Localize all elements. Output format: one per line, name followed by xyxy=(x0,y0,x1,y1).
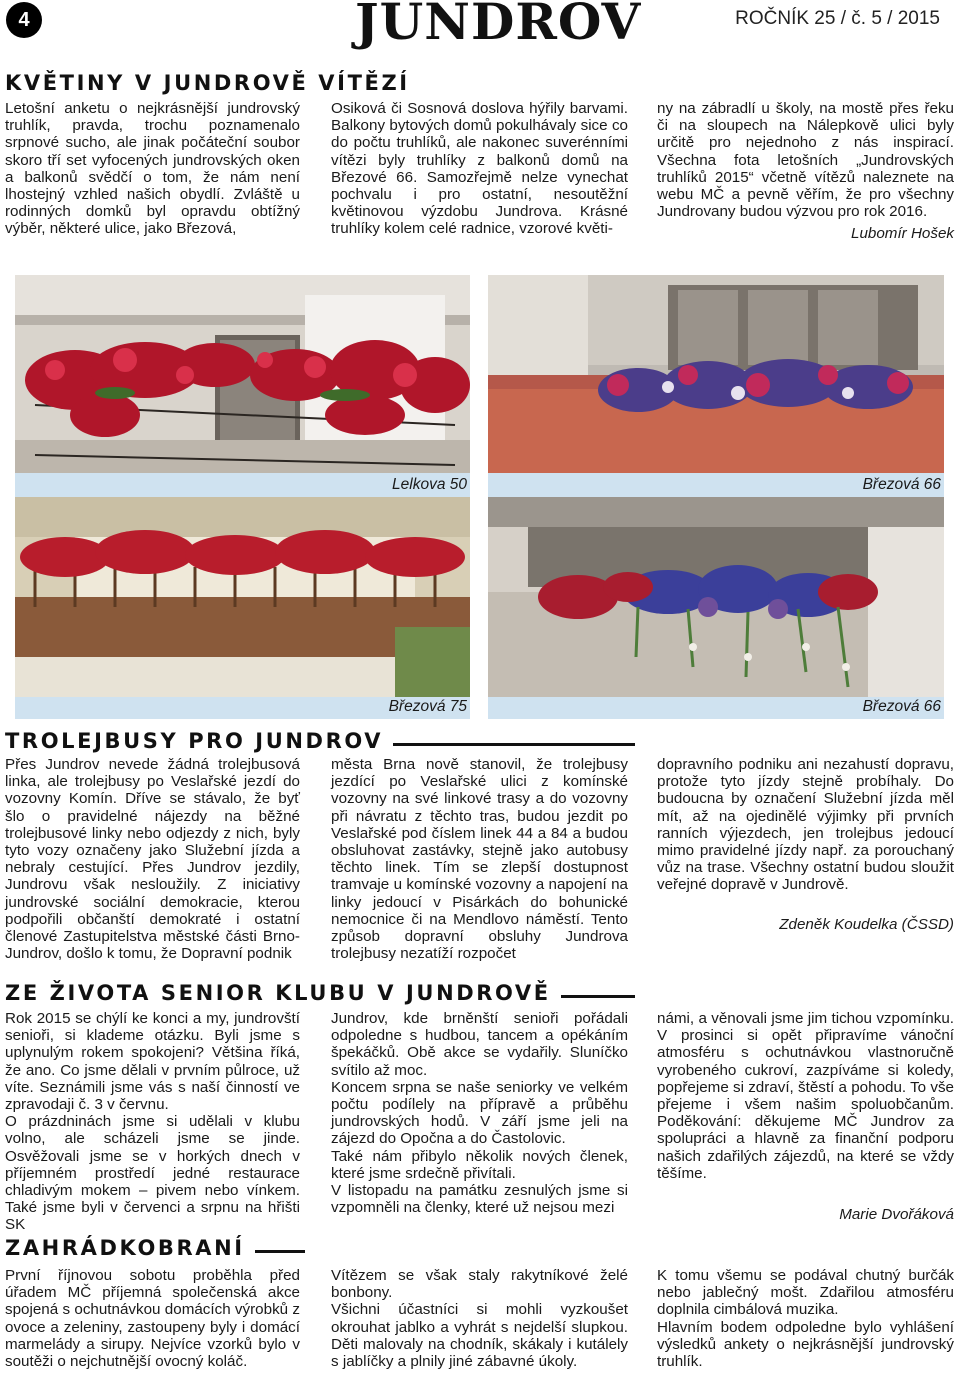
issue-info: ROČNÍK 25 / č. 5 / 2015 xyxy=(735,8,940,29)
article4-col3 xyxy=(657,1267,954,1370)
article2-heading xyxy=(5,726,635,756)
article2-col3 xyxy=(657,756,954,933)
article3-col3 xyxy=(657,1010,954,1223)
article3-col2-p1: Jundrov, kde brněnští senioři pořádali odpoledne s hudbou, tancem a opékáním špekáčků. Obě akce se vydařily. Sluníčko svítilo až moc. xyxy=(331,1010,628,1079)
article1-col3-text: ny na zábradlí u školy, na mostě přes řeku či na sloupech na Nálepkově ulici byly určitě pro nejednoho z nás inspirací. Všechna fota letošních „Jundrovských truhlíků 2015“ včetně vítězů naleznete na webu MČ a pevně věřím, že pro všechny Jundrovany budou výzvou pro rok 2016. xyxy=(657,100,954,221)
article3-rule xyxy=(561,995,635,998)
article1-col3 xyxy=(657,100,954,243)
article3-col1-p2: O prázdninách jsme si udělali v klubu volno, ale scházeli jsme se jinde. Osvěžovali jsme se v horkých dnech v příjemném prostředí jedné restaurace chladivým mokem – pivem nebo vínkem. Také jsme byli v červenci a srpnu na hřišti SK xyxy=(5,1113,300,1234)
article4-rule xyxy=(255,1250,305,1253)
photo-brezova-66-b xyxy=(488,497,944,697)
article4-col3-p2: Hlavním bodem odpoledne bylo vyhlášení výsledků ankety o nejkrásnější jundrovský truhlík. xyxy=(657,1318,954,1371)
article4-col2 xyxy=(331,1267,628,1370)
caption-brezova-75: Březová 75 xyxy=(388,698,467,715)
article1-author: Lubomír Hošek xyxy=(851,225,954,243)
article3-col1 xyxy=(5,1010,300,1234)
article1-heading xyxy=(5,68,410,98)
article4-heading xyxy=(5,1233,305,1263)
article4-col3-p1: K tomu všemu se podával chutný burčák nebo jablečný mošt. Zdařilou atmosféru doplnila cimbálová muzika. xyxy=(657,1267,954,1319)
article3-col2-p3: Také nám přibylo několik nových členek, které jsme srdečně přivítali. xyxy=(331,1147,628,1182)
article3-col3-p1: námi, a věnovali jsme jim tichou vzpomínku. V prosinci si opět připravíme vánoční atmosféru s ochutnávkou vlastnoručně vyrobeného cukroví, zazpíváme si koledy, popřejeme si zdraví, štěstí a pohodu. To vše přejeme i všem našim spoluobčanům. Poděkování: děkujeme MČ Jundrov za spolupráci a hlavně za finanční podporu našich zdařilých zájezdů, na které se vždy těšíme. xyxy=(657,1010,954,1182)
article2-rule xyxy=(393,743,635,746)
article3-heading xyxy=(5,978,635,1008)
article4-title: ZAHRÁDKOBRANÍ xyxy=(5,1236,245,1260)
caption-brezova-66-b: Březová 66 xyxy=(862,698,941,715)
photo-lelkova-50 xyxy=(15,275,470,473)
article4-col1: První říjnovou sobotu proběhla před úřadem MČ příjemná společenská akce spojená s ochutnávkou domácích výrobků z ovoce a zeleniny, zastoupeny byly i domácí marmelády a sirupy. Nejvíce vzorků bylo v soutěži o nejchutnější ovocný koláč. xyxy=(5,1267,300,1371)
article3-title: ZE ŽIVOTA SENIOR KLUBU V JUNDROVĚ xyxy=(5,981,551,1005)
article2-author: Zdeněk Koudelka (ČSSD) xyxy=(779,915,954,933)
article1-title: KVĚTINY V JUNDROVĚ VÍTĚZÍ xyxy=(5,71,410,95)
article3-col1-p1: Rok 2015 se chýlí ke konci a my, jundrovští senioři, si klademe otázku. Byli jsme s uplynulým rokem spokojeni? Většina říká, že ano. Co jsme dělali v prvním půlroce, už víte. Seznámili jsme vás s naší činností ve zpravodaji č. 3 v červnu. xyxy=(5,1010,300,1114)
caption-lelkova-50: Lelkova 50 xyxy=(392,476,467,493)
article4-col2-p2: Všichni účastníci si mohli vyzkoušet okrouhat jablko a vyhrát s nejdelší slupkou. Děti malovaly na chodník, skákaly i kutálely s jablíčky a plnily jiné zábavné úkoly. xyxy=(331,1301,628,1371)
article1-col1: Letošní anketu o nejkrásnější jundrovský truhlík, pravda, trochu poznamenalo srpnové sucho, ale jinak počáteční soubor skoro tří set vyfocených jundrovských oken a balkonů svědčí o tom, že nám není lhostejný vzhled našich obydlí. Zvláště u rodinných domků byl opravdu obtížný výběr, některé ulice, jako Březová, xyxy=(5,100,300,238)
article3-col2-p4: V listopadu na památku zesnulých jsme si vzpomněli na členky, které už nejsou mezi xyxy=(331,1182,628,1217)
article2-col2: města Brna nově stanovil, že trolejbusy jezdící po Veslařské ulici z komínské vozovny na své linkové trasy a do vozovny při návratu z těchto tras, budou jezdit po Veslařské pod číslem linek 44 a 84 a budou obsluhovat zastávky, stejně jako autobusy těchto linek. Tím se zlepší dostupnost tramvaje u komínské vozovny a napojení na linky jedoucí v Pisárkách do bohunické nemocnice či na Mendlovo náměstí. Tento způsob dopravní obsluhy Jundrova trolejbusy nezatíží rozpočet xyxy=(331,756,628,963)
article2-col3-text: dopravního podniku ani nezahustí dopravu, protože tyto jízdy stejně probíhaly. Do budoucna by označení Služební jízda měl mít, až na ojedinělé výjimky při prvních ranních výjezdech, jen trolejbus jedoucí mimo pravidelné jízdy např. za porouchaný vůz na trase. Všechny ostatní budou sloužit veřejné dopravě v Jundrově. xyxy=(657,756,954,894)
article2-title: TROLEJBUSY PRO JUNDROV xyxy=(5,729,384,753)
article3-author: Marie Dvořáková xyxy=(839,1206,954,1224)
photo-brezova-75 xyxy=(15,497,470,697)
article2-col1: Přes Jundrov nevede žádná trolejbusová linka, ale trolejbusy po Veslařské jezdí do vozovny Komín. Dříve se stávalo, že byť šlo o pravidelné nájezdy na běžné trolejbusové linky nebo odjezdy z nich, byly tyto vozy označeny jako Služební jízda a nebraly cestující. Přes Jundrov jezdily, Jundrovu však nesloužily. Z iniciativy jundrovské sociální demokracie, kterou podpořili občanští demokraté i ostatní členové Zastupitelstva městské části Brno-Jundrov, došlo k tomu, že Dopravní podnik xyxy=(5,756,300,963)
page-number: 4 xyxy=(6,2,42,38)
photo-brezova-66-a xyxy=(488,275,944,473)
masthead-title: JUNDROV xyxy=(355,0,642,51)
article1-col2: Osiková či Sosnová doslova hýřily barvami. Balkony bytových domů pokulhávaly sice co do počtu truhlíků, ale nakonec suverénními vítězi byly truhlíky z balkonů domů na Březové 66. Samozřejmě nelze vynechat pochvalu i pro ostatní, nesoutěžní květinovou výzdobu Jundrova. Krásné truhlíky kolem celé radnice, vzorové květi- xyxy=(331,100,628,238)
article3-col2-p2: Koncem srpna se naše seniorky ve velkém počtu podílely na přípravě a průběhu jundrovských hodů. V září jsme jeli na zájezd do Opočna a do Častolovic. xyxy=(331,1078,628,1148)
article4-col2-p1: Vítězem se však staly rakytníkové želé bonbony. xyxy=(331,1267,628,1302)
caption-brezova-66-a: Březová 66 xyxy=(862,476,941,493)
article3-col2 xyxy=(331,1010,628,1216)
